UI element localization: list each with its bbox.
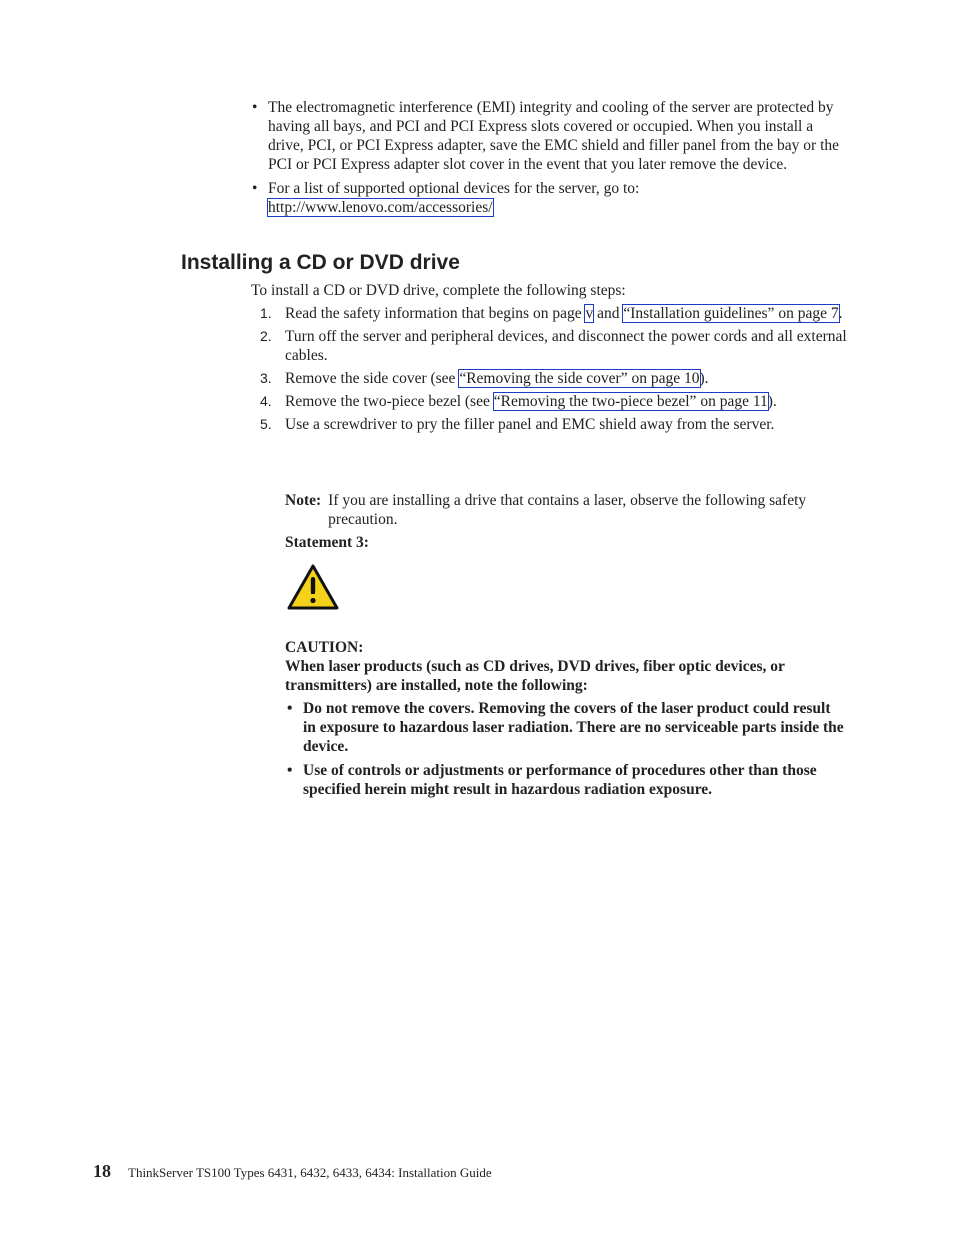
caution-text: When laser products (such as CD drives, DVD drives, fiber optic devices, or transmitters) are installed, note the following: [285, 658, 785, 694]
caution-list [285, 699, 845, 804]
bullet-icon: • [252, 180, 258, 197]
bullet-icon: • [252, 99, 258, 116]
step-item [258, 327, 848, 365]
caution-title: CAUTION: [285, 639, 364, 656]
step-text: Use a screwdriver to pry the filler panel and EMC shield away from the server. [285, 416, 775, 433]
step-item [258, 369, 848, 388]
step-number: 2. [260, 328, 272, 344]
step-text: Remove the side cover (see [285, 370, 460, 387]
step-item [258, 392, 848, 411]
step-number: 3. [260, 370, 272, 386]
note-text: If you are installing a drive that contains a laser, observe the following safety precaution. [328, 492, 807, 528]
caution-item-text: Use of controls or adjustments or performance of procedures other than those specified herein might result in hazardous radiation exposure. [303, 762, 817, 798]
list-item [250, 98, 850, 174]
intro-text: To install a CD or DVD drive, complete the following steps: [251, 282, 626, 299]
safety-information-link[interactable]: Read the safety information [285, 305, 458, 322]
warning-triangle-icon [286, 563, 340, 611]
step-item [258, 304, 848, 323]
step-text: Remove the two-piece bezel (see [285, 393, 494, 410]
step-text: that begins on page [457, 305, 586, 322]
removing-side-cover-link[interactable]: “Removing the side cover” on page 10 [459, 370, 700, 387]
page-footer [93, 1161, 492, 1182]
emi-paragraph: The electromagnetic interference (EMI) integrity and cooling of the server are protected by having all bays, and PCI and PCI Express slots covered or occupied. When you install a drive, PCI, or PCI Express adapter, save the EMC shield and filler panel from the bay or the PCI or PCI Express adapter slot cover in the event that you later remove the device. [268, 99, 840, 173]
caution-item-text: Do not remove the covers. Removing the covers of the laser product could result in exposure to hazardous laser radiation. There are no serviceable parts inside the device. [303, 700, 844, 755]
note-label: Note: [285, 492, 322, 509]
list-item-text: for the server, go to: [509, 180, 640, 197]
list-item [285, 761, 845, 799]
step-text: ). [699, 370, 709, 387]
page-v-link[interactable]: v [585, 305, 594, 322]
step-number: 4. [260, 393, 272, 409]
step-number: 1. [260, 305, 272, 321]
step-item [258, 415, 848, 434]
steps-list [258, 304, 848, 438]
footer-title: ThinkServer TS100 Types 6431, 6432, 6433, 6434: Installation Guide [128, 1165, 492, 1180]
statement-label: Statement 3: [285, 534, 369, 551]
supported-devices-link[interactable]: For a list of supported optional devices [268, 180, 510, 197]
step-text: and [593, 305, 624, 322]
list-item [250, 179, 850, 217]
step-number: 5. [260, 416, 272, 432]
top-bullet-list [250, 98, 850, 222]
lenovo-accessories-link[interactable]: http://www.lenovo.com/accessories/ [268, 199, 493, 216]
bullet-icon: • [287, 762, 293, 779]
page-number: 18 [93, 1161, 111, 1181]
bullet-icon: • [287, 700, 293, 717]
step-text: ). [767, 393, 777, 410]
removing-bezel-link[interactable]: “Removing the two-piece bezel” on page 11 [493, 393, 768, 410]
note [285, 491, 845, 529]
step-text: . [838, 305, 843, 322]
installation-guidelines-link[interactable]: “Installation guidelines” on page 7 [623, 305, 839, 322]
list-item [285, 699, 845, 756]
section-heading: Installing a CD or DVD drive [181, 251, 460, 274]
step-text: Turn off the server and peripheral devices, and disconnect the power cords and all external cables. [285, 328, 847, 364]
